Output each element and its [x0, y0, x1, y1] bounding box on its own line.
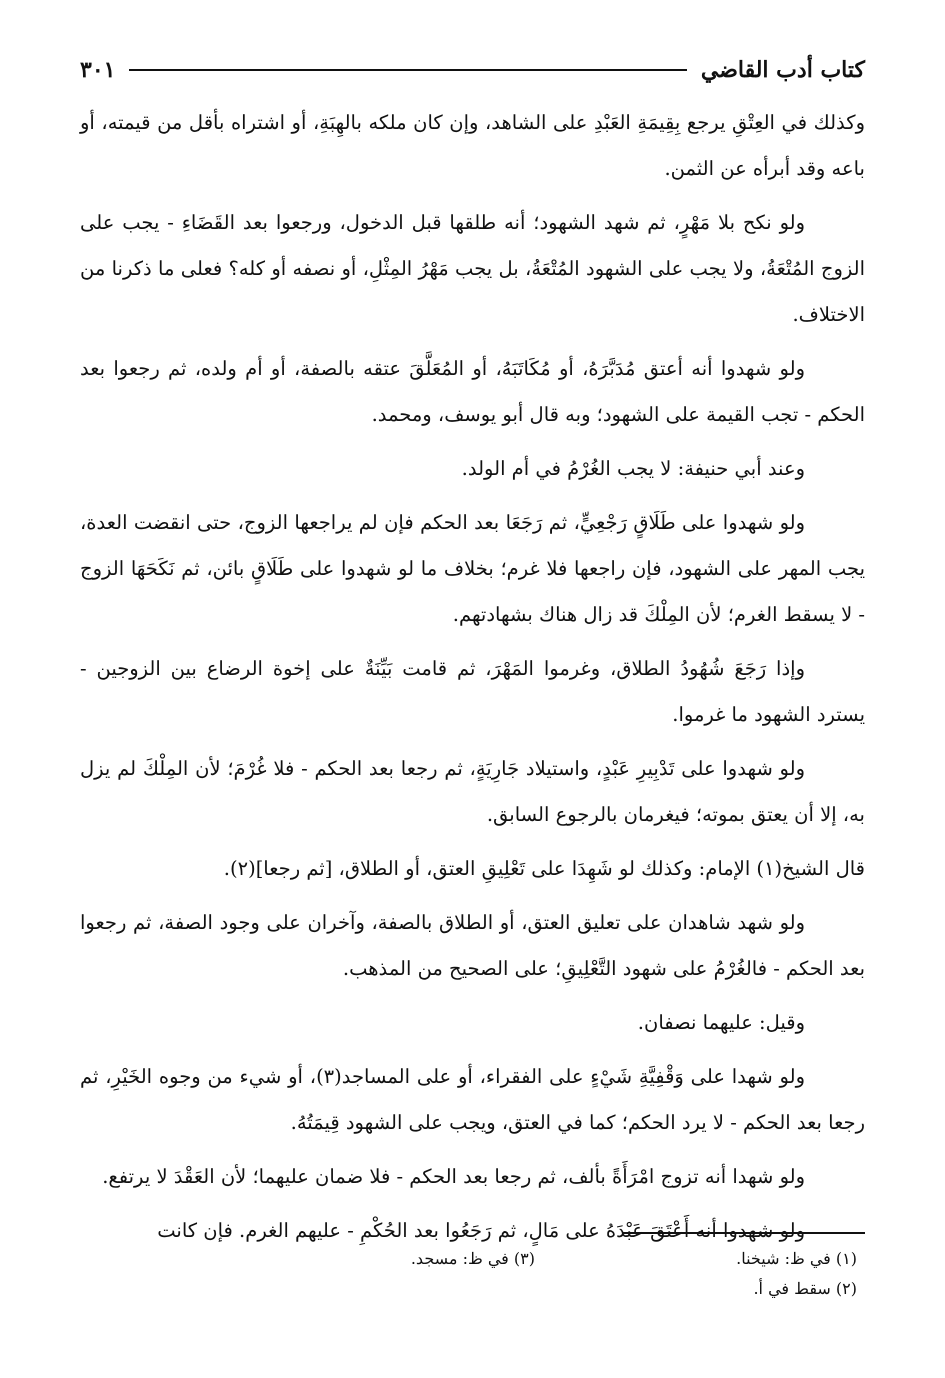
paragraph: ولو شهدوا على طَلَاقٍ رَجْعِيٍّ، ثم رَجَعَا بعد الحكم فإن لم يراجعها الزوج، حتى انقضت العدة، يجب المهر على الشهود، فإن راجعها فلا غرم؛ بخلاف ما لو شهدوا على طَلَاقٍ بائن، ثم نَكَحَهَا الزوج - لا يسقط الغرم؛ لأن المِلْكَ قد زال هناك بشهادتهم. — [80, 511, 865, 626]
main-text — [80, 100, 865, 1254]
paragraph: ولو شهدا أنه تزوج امْرَأَةً بألف، ثم رجعا بعد الحكم - فلا ضمان عليهما؛ لأن العَقْدَ لا يرتفع. — [102, 1165, 805, 1188]
footnotes-column-right — [517, 1244, 857, 1304]
footnote-3: (٣) في ظ: مسجد. — [410, 1249, 535, 1268]
footnotes — [80, 1244, 865, 1324]
footnote-2: (٢) سقط في أ. — [753, 1279, 857, 1298]
paragraph: وعند أبي حنيفة: لا يجب الغُرْمُ في أم الولد. — [461, 457, 805, 480]
footnote-separator — [623, 1232, 865, 1234]
page-number: ٣٠١ — [80, 57, 116, 83]
paragraph: ولو شهدوا على تَدْبِيرِ عَبْدٍ، واستيلاد جَارِيَةٍ، ثم رجعا بعد الحكم - فلا غُرْمَ؛ لأن المِلْكَ لم يزل به، إلا أن يعتق بموته؛ فيغرمان بالرجوع السابق. — [80, 757, 865, 826]
paragraph: قال الشيخ(١) الإمام: وكذلك لو شَهِدَا على تَعْلِيقِ العتق، أو الطلاق، [ثم رجعا](٢). — [223, 857, 865, 880]
footnotes-column-left — [235, 1244, 535, 1274]
paragraph: ولو شهدوا أنه أعتق مُدَبَّرَهُ، أو مُكَاتَبَهُ، أو المُعَلَّقَ عتقه بالصفة، أو أم ولده، ثم رجعوا بعد الحكم - تجب القيمة على الشهود؛ وبه قال أبو يوسف، ومحمد. — [80, 357, 865, 426]
header-rule — [129, 69, 686, 71]
paragraph: ولو شهدوا أنه أَعْتَقَ عَبْدَهُ على مَالٍ، ثم رَجَعُوا بعد الحُكْمِ - عليهم الغرم. فإن كانت — [157, 1219, 805, 1242]
footnote-1: (١) في ظ: شيخنا. — [736, 1249, 857, 1268]
page-header — [80, 50, 865, 90]
paragraph: ولو شهد شاهدان على تعليق العتق، أو الطلاق بالصفة، وآخران على وجود الصفة، ثم رجعوا بعد الحكم - فالغُرْمُ على شهود التَّعْلِيقِ؛ على الصحيح من المذهب. — [80, 911, 865, 980]
paragraph: وإذا رَجَعَ شُهُودُ الطلاق، وغرموا المَهْرَ، ثم قامت بَيِّنَةٌ على إخوة الرضاع بين الزوجين - يسترد الشهود ما غرموا. — [80, 657, 865, 726]
paragraph: ولو شهدا على وَقْفِيَّةِ شَيْءٍ على الفقراء، أو على المساجد(٣)، أو شيء من وجوه الخَيْرِ، ثم رجعا بعد الحكم - لا يرد الحكم؛ كما في العتق، ويجب على الشهود قِيمَتُهُ. — [80, 1065, 865, 1134]
paragraph: وكذلك في العِتْقِ يرجع بِقِيمَةِ العَبْدِ على الشاهد، وإن كان ملكه بالهِبَةِ، أو اشتراه بأقل من قيمته، أو باعه وقد أبرأه عن الثمن. — [80, 111, 865, 180]
book-title: كتاب أدب القاضي — [700, 57, 865, 83]
paragraph: وقيل: عليهما نصفان. — [637, 1011, 805, 1034]
paragraph: ولو نكح بلا مَهْرٍ، ثم شهد الشهود؛ أنه طلقها قبل الدخول، ورجعوا بعد القَضَاءِ - يجب على الزوج المُتْعَةُ، ولا يجب على الشهود المُتْعَةُ، بل يجب مَهْرُ المِثْلِ، أو نصفه أو كله؟ فعلى ما ذكرنا من الاختلاف. — [80, 211, 865, 326]
